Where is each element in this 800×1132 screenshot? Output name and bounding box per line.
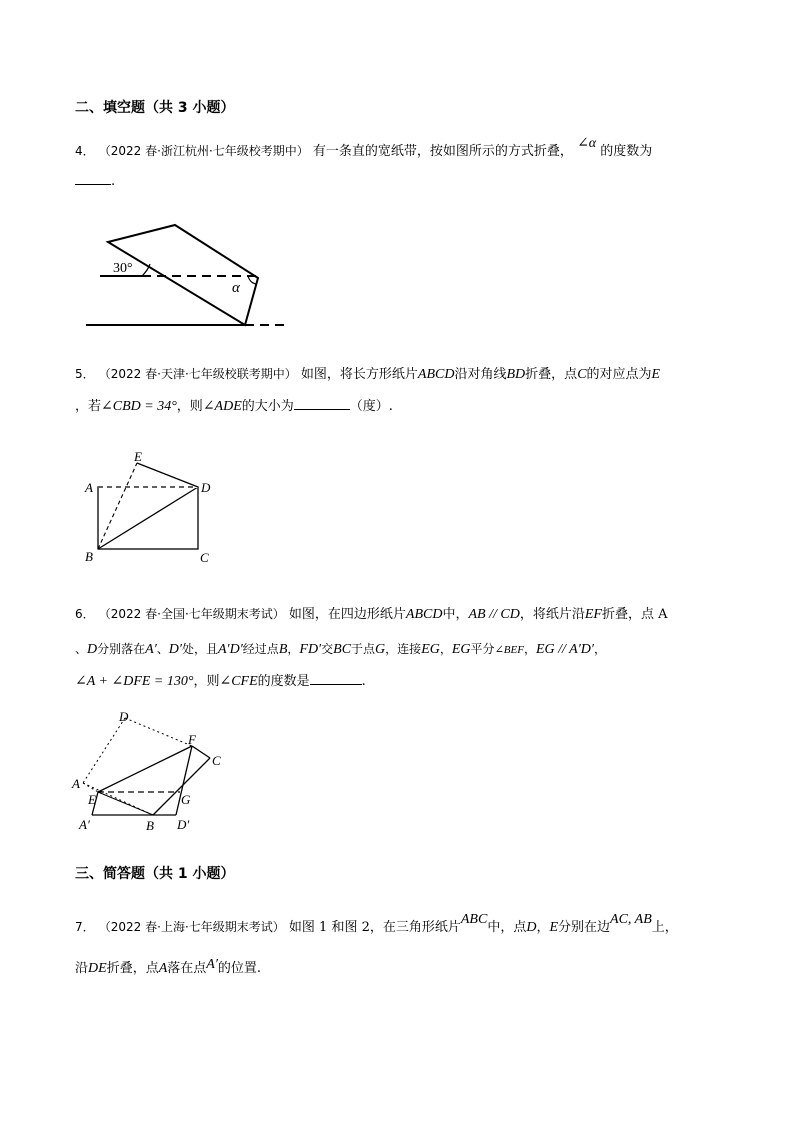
math-d-prime: D′: [168, 642, 182, 657]
text: ，: [523, 642, 536, 656]
question-text: 的对应点为: [586, 367, 652, 382]
figure-rectangle-fold: [82, 445, 222, 570]
point-label-c: C: [200, 550, 209, 565]
math-abcd: ABCD: [417, 367, 455, 382]
point-label-b: B: [146, 818, 154, 833]
question-6-line-1: [75, 605, 668, 624]
figure-quadrilateral-fold: [70, 708, 240, 836]
point-label-b: B: [85, 549, 93, 564]
question-text: 中，点: [487, 920, 527, 935]
question-text: 折叠，点: [106, 961, 159, 976]
question-source: （2022 春·浙江杭州·七年级校考期中）: [98, 144, 309, 158]
question-number: 7．: [75, 920, 95, 934]
question-6-line-2: [75, 640, 606, 659]
question-number: 6．: [75, 607, 95, 621]
point-label-d: D: [119, 709, 129, 724]
text: 交: [321, 642, 334, 656]
question-4-line-1: [75, 136, 653, 161]
question-text: （度）.: [349, 399, 393, 414]
text: 分别落在: [97, 642, 146, 656]
alpha-label: α: [232, 280, 240, 296]
question-text: ，则: [176, 399, 203, 414]
segment-ed: [137, 463, 198, 487]
question-text: 有一条直的宽纸带，按如图所示的方式折叠，: [312, 144, 573, 159]
math-ef: EF: [584, 607, 602, 622]
question-text: 沿对角线: [454, 367, 507, 382]
math-condition: ∠A + ∠DFE = 130°: [75, 674, 194, 689]
dashed-ae: [98, 463, 137, 549]
figure-paper-strip-fold: [80, 220, 300, 335]
question-number: 5．: [75, 367, 95, 381]
question-text: 中，: [442, 607, 469, 622]
math-eg: EG: [451, 642, 471, 657]
point-label-f: F: [188, 732, 196, 747]
math-ac-ab: AC, AB: [610, 912, 652, 927]
math-abc: ABC: [460, 912, 488, 927]
dotted-df: [125, 718, 192, 746]
answer-blank: [294, 397, 350, 410]
math-ade: ∠ADE: [202, 399, 242, 414]
text: 处，且: [181, 642, 218, 656]
text: 于点: [351, 642, 376, 656]
math-de: DE: [88, 961, 107, 976]
math-d: D: [87, 642, 98, 657]
point-label-d: D: [201, 480, 211, 495]
diagonal-bd: [98, 487, 198, 549]
math-a: A: [158, 961, 168, 976]
math-fd-prime: FD′: [299, 642, 322, 657]
question-source: （2022 春·上海·七年级期末考试）: [98, 920, 285, 934]
question-text: 折叠，点: [525, 367, 578, 382]
answer-blank: [310, 672, 362, 685]
segment-eb: [98, 792, 153, 815]
question-text: 如图 1 和图 2，在三角形纸片: [288, 920, 461, 935]
question-source: （2022 春·全国·七年级期末考试）: [98, 607, 285, 621]
dotted-ae: [83, 783, 98, 792]
math-angle-cfe: ∠CFE: [219, 674, 258, 689]
period: .: [361, 674, 366, 689]
math-g: G: [375, 642, 386, 657]
math-a-prime: A′: [206, 957, 218, 972]
answer-blank: [75, 172, 111, 185]
question-text: 上，: [651, 920, 678, 935]
point-label-e: E: [88, 792, 96, 807]
point-label-e: E: [134, 449, 142, 464]
question-text: 如图，在四边形纸片: [288, 607, 406, 622]
point-label-a: A: [85, 480, 93, 495]
question-5-line-2: [75, 397, 393, 416]
question-text: 沿: [75, 961, 89, 976]
math-e: E: [651, 367, 661, 382]
text: 、: [75, 642, 88, 656]
question-5-line-1: [75, 365, 660, 384]
point-label-g: G: [181, 792, 191, 807]
point-label-c: C: [212, 753, 221, 768]
text: ，: [439, 642, 452, 656]
math-c: C: [577, 367, 587, 382]
period: .: [111, 174, 116, 189]
text: ，则: [193, 674, 220, 689]
segment-ef: [98, 746, 192, 792]
math-d: D: [526, 920, 537, 935]
math-eg-parallel: EG // A′D′: [535, 642, 594, 657]
question-text: ，将纸片沿: [519, 607, 585, 622]
text: 经过点: [242, 642, 279, 656]
question-6-line-3: [75, 672, 366, 691]
math-e: E: [549, 920, 559, 935]
text: 、: [156, 642, 169, 656]
question-4-line-2: [75, 172, 115, 191]
angle-alpha-label: ∠α: [577, 136, 597, 151]
text: ，: [287, 642, 300, 656]
math-angle-bef: ∠BEF: [494, 644, 524, 656]
question-7-line-1: [75, 912, 678, 937]
text: ，: [593, 642, 606, 656]
question-7-line-2: [75, 957, 262, 978]
alpha-arc: [248, 276, 256, 284]
question-text: ，若: [75, 399, 102, 414]
question-text: 的度数为: [600, 144, 653, 159]
point-label-a-prime: A′: [79, 817, 90, 832]
angle-30-label: 30°: [113, 261, 133, 276]
math-abcd: ABCD: [405, 607, 443, 622]
text: ，连接: [385, 642, 422, 656]
math-a-prime-d-prime: A′D′: [218, 642, 243, 657]
text: 平分: [470, 642, 495, 656]
math-a-prime: A′: [145, 642, 157, 657]
text: 的度数是: [257, 674, 310, 689]
point-label-a: A: [72, 776, 80, 791]
dotted-da: [83, 718, 125, 783]
question-text: 的位置.: [217, 961, 262, 976]
math-parallel: AB // CD: [468, 607, 520, 622]
section-title-fill-in: 二、填空题（共 3 小题）: [75, 100, 235, 116]
math-eg: EG: [421, 642, 440, 657]
question-text: 如图，将长方形纸片: [300, 367, 418, 382]
question-text: 分别在边: [558, 920, 611, 935]
question-number: 4．: [75, 144, 95, 158]
section-title-short-answer: 三、简答题（共 1 小题）: [75, 866, 235, 882]
question-text: ，: [536, 920, 550, 935]
question-text: 折叠，点 A: [601, 607, 668, 622]
math-bd: BD: [506, 367, 526, 382]
segment-fc: [192, 746, 210, 758]
question-text: 落在点: [167, 961, 207, 976]
question-source: （2022 春·天津·七年级校联考期中）: [98, 367, 297, 381]
point-label-d-prime: D′: [177, 817, 190, 832]
question-text: 的大小为: [241, 399, 294, 414]
math-b: B: [278, 642, 288, 657]
math-condition: ∠CBD = 34°: [101, 399, 177, 414]
math-bc: BC: [333, 642, 352, 657]
